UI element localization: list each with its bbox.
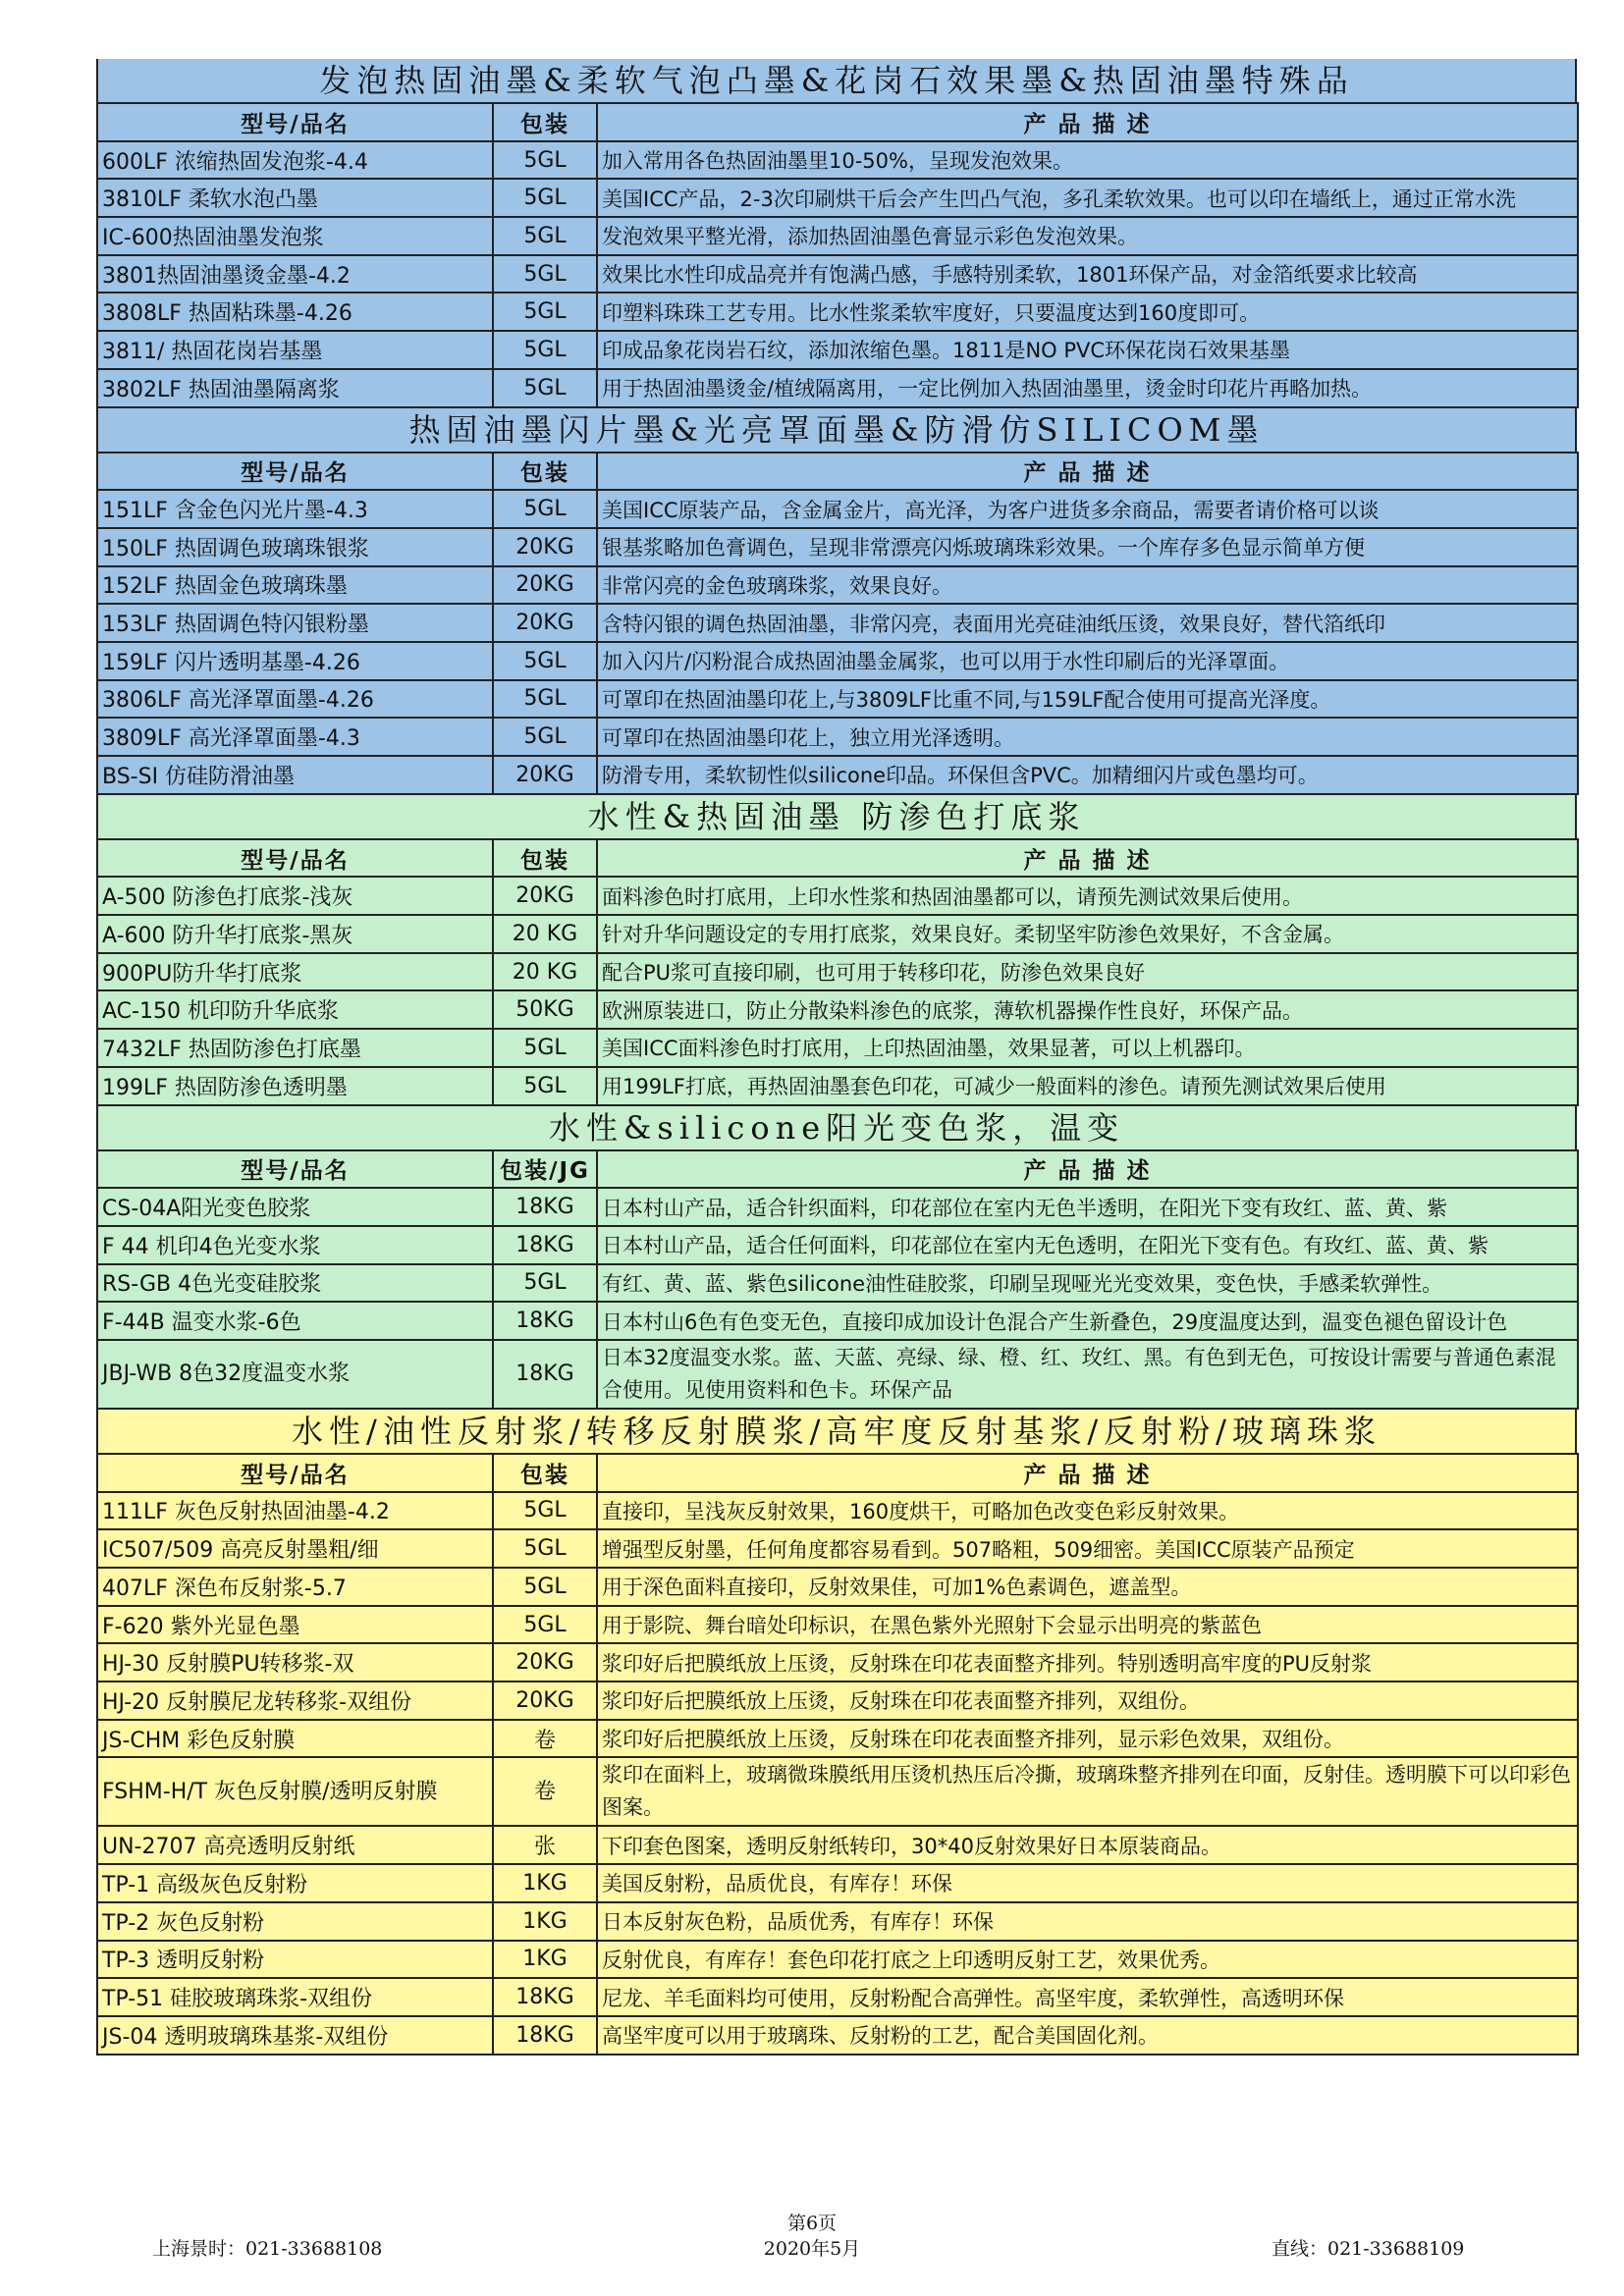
section-title: 热固油墨闪片墨&光亮罩面墨&防滑仿SILICOM墨 xyxy=(96,408,1577,452)
table-row xyxy=(97,141,1578,180)
product-name-cell: IC507/509 高亮反射墨粗/细 xyxy=(97,1529,493,1568)
table-row xyxy=(97,756,1578,794)
table-row xyxy=(97,1568,1578,1606)
package-cell: 18KG xyxy=(493,1226,597,1264)
page-number: 第6页 xyxy=(786,2213,838,2234)
table-row xyxy=(97,1029,1578,1067)
package-cell: 20 KG xyxy=(493,953,597,991)
product-name-cell: IC-600热固油墨发泡浆 xyxy=(97,217,493,255)
product-name-cell: 3809LF 高光泽罩面墨-4.3 xyxy=(97,718,493,756)
package-header: 包装 xyxy=(493,839,597,878)
table-header-row xyxy=(97,839,1578,878)
package-cell: 5GL xyxy=(493,1067,597,1105)
product-name-cell: TP-51 硅胶玻璃珠浆-双组份 xyxy=(97,1978,493,2016)
package-cell: 5GL xyxy=(493,1568,597,1606)
table-row xyxy=(97,1606,1578,1644)
package-cell: 20KG xyxy=(493,877,597,915)
table-header-row xyxy=(97,103,1578,141)
description-cell: 日本村山产品，适合任何面料，印花部位在室内无色透明，在阳光下变有色。有玫红、蓝、黄、紫 xyxy=(597,1226,1578,1264)
table-row xyxy=(97,1720,1578,1758)
package-cell: 卷 xyxy=(493,1720,597,1758)
description-cell: 增强型反射墨，任何角度都容易看到。507略粗，509细密。美国ICC原装产品预定 xyxy=(597,1529,1578,1568)
description-header: 产 品 描 述 xyxy=(597,839,1578,878)
product-table xyxy=(96,1453,1579,2056)
product-name-cell: 3808LF 热固粘珠墨-4.26 xyxy=(97,293,493,331)
product-section xyxy=(96,1410,1577,2056)
package-cell: 5GL xyxy=(493,255,597,294)
product-name-cell: 152LF 热固金色玻璃珠墨 xyxy=(97,566,493,605)
package-cell: 20KG xyxy=(493,1682,597,1720)
table-row xyxy=(97,1529,1578,1568)
table-row xyxy=(97,1978,1578,2016)
product-name-cell: 3801热固油墨烫金墨-4.2 xyxy=(97,255,493,294)
description-cell: 银基浆略加色膏调色，呈现非常漂亮闪烁玻璃珠彩效果。一个库存多色显示简单方便 xyxy=(597,528,1578,566)
table-row xyxy=(97,1757,1578,1826)
description-cell: 用199LF打底，再热固油墨套色印花，可减少一般面料的渗色。请预先测试效果后使用 xyxy=(597,1067,1578,1105)
table-row xyxy=(97,680,1578,719)
table-row xyxy=(97,1864,1578,1902)
product-name-cell: F-44B 温变水浆-6色 xyxy=(97,1302,493,1340)
package-cell: 20KG xyxy=(493,528,597,566)
section-title: 水性&silicone阳光变色浆，温变 xyxy=(96,1106,1577,1149)
table-row xyxy=(97,953,1578,991)
product-name-cell: TP-2 灰色反射粉 xyxy=(97,1902,493,1941)
table-row xyxy=(97,915,1578,953)
product-name-cell: 3806LF 高光泽罩面墨-4.26 xyxy=(97,680,493,719)
package-cell: 18KG xyxy=(493,1302,597,1340)
description-header: 产 品 描 述 xyxy=(597,453,1578,491)
product-table xyxy=(96,452,1579,795)
package-cell: 50KG xyxy=(493,990,597,1029)
package-cell: 5GL xyxy=(493,331,597,369)
table-row xyxy=(97,179,1578,217)
package-cell: 5GL xyxy=(493,293,597,331)
product-table xyxy=(96,102,1579,408)
description-cell: 可罩印在热固油墨印花上,与3809LF比重不同,与159LF配合使用可提高光泽度。 xyxy=(597,680,1578,719)
description-cell: 日本反射灰色粉，品质优秀，有库存！环保 xyxy=(597,1902,1578,1941)
name-header: 型号/品名 xyxy=(97,103,493,141)
section-title: 水性/油性反射浆/转移反射膜浆/高牢度反射基浆/反射粉/玻璃珠浆 xyxy=(96,1410,1577,1453)
product-name-cell: JS-04 透明玻璃珠基浆-双组份 xyxy=(97,2016,493,2055)
product-name-cell: A-600 防升华打底浆-黑灰 xyxy=(97,915,493,953)
table-row xyxy=(97,255,1578,294)
product-name-cell: 199LF 热固防渗色透明墨 xyxy=(97,1067,493,1105)
product-name-cell: 151LF 含金色闪光片墨-4.3 xyxy=(97,490,493,528)
package-cell: 18KG xyxy=(493,2016,597,2055)
product-name-cell: CS-04A阳光变色胶浆 xyxy=(97,1188,493,1226)
description-cell: 防滑专用，柔软韧性似silicone印品。环保但含PVC。加精细闪片或色墨均可。 xyxy=(597,756,1578,794)
product-section xyxy=(96,408,1577,795)
product-name-cell: A-500 防渗色打底浆-浅灰 xyxy=(97,877,493,915)
footer-date: 2020年5月 xyxy=(763,2238,861,2260)
description-cell: 针对升华问题设定的专用打底浆，效果良好。柔韧坚牢防渗色效果好，不含金属。 xyxy=(597,915,1578,953)
product-name-cell: 900PU防升华打底浆 xyxy=(97,953,493,991)
table-header-row xyxy=(97,453,1578,491)
package-cell: 5GL xyxy=(493,1264,597,1303)
table-row xyxy=(97,1226,1578,1264)
table-row xyxy=(97,490,1578,528)
table-row xyxy=(97,1826,1578,1864)
package-header: 包装 xyxy=(493,1454,597,1492)
product-section xyxy=(96,1106,1577,1410)
description-cell: 配合PU浆可直接印刷，也可用于转移印花，防渗色效果良好 xyxy=(597,953,1578,991)
table-row xyxy=(97,1643,1578,1682)
package-cell: 1KG xyxy=(493,1902,597,1941)
table-row xyxy=(97,1264,1578,1303)
product-name-cell: TP-1 高级灰色反射粉 xyxy=(97,1864,493,1902)
table-row xyxy=(97,604,1578,642)
description-cell: 美国反射粉，品质优良，有库存！环保 xyxy=(597,1864,1578,1902)
package-cell: 5GL xyxy=(493,490,597,528)
table-row xyxy=(97,642,1578,680)
package-cell: 20 KG xyxy=(493,915,597,953)
product-name-cell: AC-150 机印防升华底浆 xyxy=(97,990,493,1029)
table-row xyxy=(97,1188,1578,1226)
package-cell: 卷 xyxy=(493,1757,597,1826)
description-cell: 非常闪亮的金色玻璃珠浆，效果良好。 xyxy=(597,566,1578,605)
product-name-cell: 600LF 浓缩热固发泡浆-4.4 xyxy=(97,141,493,180)
package-cell: 5GL xyxy=(493,1606,597,1644)
description-cell: 用于热固油墨烫金/植绒隔离用，一定比例加入热固油墨里，烫金时印花片再略加热。 xyxy=(597,369,1578,407)
package-cell: 5GL xyxy=(493,369,597,407)
package-cell: 5GL xyxy=(493,1029,597,1067)
product-table xyxy=(96,838,1579,1106)
table-row xyxy=(97,877,1578,915)
package-cell: 18KG xyxy=(493,1188,597,1226)
description-cell: 浆印好后把膜纸放上压烫，反射珠在印花表面整齐排列，显示彩色效果，双组份。 xyxy=(597,1720,1578,1758)
name-header: 型号/品名 xyxy=(97,453,493,491)
description-header: 产 品 描 述 xyxy=(597,1454,1578,1492)
package-cell: 20KG xyxy=(493,756,597,794)
name-header: 型号/品名 xyxy=(97,1454,493,1492)
product-name-cell: 153LF 热固调色特闪银粉墨 xyxy=(97,604,493,642)
product-name-cell: HJ-30 反射膜PU转移浆-双 xyxy=(97,1643,493,1682)
table-row xyxy=(97,528,1578,566)
table-row xyxy=(97,2016,1578,2055)
description-cell: 加入常用各色热固油墨里10-50%，呈现发泡效果。 xyxy=(597,141,1578,180)
description-cell: 美国ICC面料渗色时打底用，上印热固油墨，效果显著，可以上机器印。 xyxy=(597,1029,1578,1067)
description-cell: 直接印，呈浅灰反射效果，160度烘干，可略加色改变色彩反射效果。 xyxy=(597,1492,1578,1530)
table-row xyxy=(97,1340,1578,1409)
description-cell: 日本村山6色有色变无色，直接印成加设计色混合产生新叠色，29度温度达到，温变色褪色留设计色 xyxy=(597,1302,1578,1340)
description-cell: 可罩印在热固油墨印花上，独立用光泽透明。 xyxy=(597,718,1578,756)
description-cell: 浆印在面料上，玻璃微珠膜纸用压烫机热压后冷撕，玻璃珠整齐排列在印面，反射佳。透明膜下可以印彩色图案。 xyxy=(597,1757,1578,1826)
package-cell: 20KG xyxy=(493,604,597,642)
package-cell: 5GL xyxy=(493,1529,597,1568)
name-header: 型号/品名 xyxy=(97,1150,493,1189)
table-row xyxy=(97,369,1578,407)
package-cell: 18KG xyxy=(493,1978,597,2016)
table-row xyxy=(97,1682,1578,1720)
product-name-cell: 150LF 热固调色玻璃珠银浆 xyxy=(97,528,493,566)
table-row xyxy=(97,1902,1578,1941)
product-name-cell: TP-3 透明反射粉 xyxy=(97,1941,493,1979)
footer-direct-line: 直线：021-33688109 xyxy=(1272,2238,1465,2260)
table-header-row xyxy=(97,1454,1578,1492)
description-cell: 有红、黄、蓝、紫色silicone油性硅胶浆，印刷呈现哑光光变效果，变色快，手感柔软弹性。 xyxy=(597,1264,1578,1303)
table-row xyxy=(97,566,1578,605)
table-row xyxy=(97,293,1578,331)
product-section xyxy=(96,795,1577,1106)
product-name-cell: F-620 紫外光显色墨 xyxy=(97,1606,493,1644)
description-cell: 印塑料珠珠工艺专用。比水性浆柔软牢度好，只要温度达到160度即可。 xyxy=(597,293,1578,331)
product-name-cell: FSHM-H/T 灰色反射膜/透明反射膜 xyxy=(97,1757,493,1826)
product-name-cell: 3811/ 热固花岗岩基墨 xyxy=(97,331,493,369)
package-cell: 张 xyxy=(493,1826,597,1864)
package-cell: 5GL xyxy=(493,1492,597,1530)
description-cell: 美国ICC原装产品，含金属金片，高光泽，为客户进货多余商品，需要者请价格可以谈 xyxy=(597,490,1578,528)
product-name-cell: JBJ-WB 8色32度温变水浆 xyxy=(97,1340,493,1409)
description-cell: 加入闪片/闪粉混合成热固油墨金属浆，也可以用于水性印刷后的光泽罩面。 xyxy=(597,642,1578,680)
package-cell: 1KG xyxy=(493,1941,597,1979)
description-cell: 高坚牢度可以用于玻璃珠、反射粉的工艺，配合美国固化剂。 xyxy=(597,2016,1578,2055)
product-name-cell: UN-2707 高亮透明反射纸 xyxy=(97,1826,493,1864)
description-cell: 日本32度温变水浆。蓝、天蓝、亮绿、绿、橙、红、玫红、黑。有色到无色，可按设计需要与普通色素混合使用。见使用资料和色卡。环保产品 xyxy=(597,1340,1578,1409)
description-cell: 尼龙、羊毛面料均可使用，反射粉配合高弹性。高坚牢度，柔软弹性，高透明环保 xyxy=(597,1978,1578,2016)
package-header: 包装 xyxy=(493,103,597,141)
description-cell: 日本村山产品，适合针织面料，印花部位在室内无色半透明，在阳光下变有玫红、蓝、黄、紫 xyxy=(597,1188,1578,1226)
package-cell: 5GL xyxy=(493,680,597,719)
product-name-cell: 3810LF 柔软水泡凸墨 xyxy=(97,179,493,217)
package-cell: 5GL xyxy=(493,141,597,180)
package-cell: 5GL xyxy=(493,217,597,255)
package-cell: 5GL xyxy=(493,718,597,756)
product-name-cell: F 44 机印4色光变水浆 xyxy=(97,1226,493,1264)
table-row xyxy=(97,1302,1578,1340)
section-title: 水性&热固油墨 防渗色打底浆 xyxy=(96,795,1577,838)
package-cell: 20KG xyxy=(493,1643,597,1682)
package-cell: 1KG xyxy=(493,1864,597,1902)
product-section xyxy=(96,59,1577,408)
description-cell: 欧洲原装进口，防止分散染料渗色的底浆，薄软机器操作性良好，环保产品。 xyxy=(597,990,1578,1029)
description-cell: 浆印好后把膜纸放上压烫，反射珠在印花表面整齐排列，双组份。 xyxy=(597,1682,1578,1720)
description-cell: 用于深色面料直接印，反射效果佳，可加1%色素调色，遮盖型。 xyxy=(597,1568,1578,1606)
package-cell: 20KG xyxy=(493,566,597,605)
table-row xyxy=(97,331,1578,369)
description-cell: 效果比水性印成品亮并有饱满凸感，手感特别柔软，1801环保产品，对金箔纸要求比较高 xyxy=(597,255,1578,294)
product-name-cell: JS-CHM 彩色反射膜 xyxy=(97,1720,493,1758)
section-title: 发泡热固油墨&柔软气泡凸墨&花岗石效果墨&热固油墨特殊品 xyxy=(96,59,1577,102)
product-name-cell: RS-GB 4色光变硅胶浆 xyxy=(97,1264,493,1303)
description-cell: 含特闪银的调色热固油墨，非常闪亮，表面用光亮硅油纸压烫，效果良好，替代箔纸印 xyxy=(597,604,1578,642)
table-row xyxy=(97,990,1578,1029)
description-header: 产 品 描 述 xyxy=(597,1150,1578,1189)
product-table xyxy=(96,1149,1579,1410)
footer-company-phone: 上海景时：021-33688108 xyxy=(152,2238,383,2260)
description-cell: 下印套色图案，透明反射纸转印，30*40反射效果好日本原装商品。 xyxy=(597,1826,1578,1864)
product-name-cell: 3802LF 热固油墨隔离浆 xyxy=(97,369,493,407)
product-name-cell: BS-SI 仿硅防滑油墨 xyxy=(97,756,493,794)
package-header: 包装/JG xyxy=(493,1150,597,1189)
description-cell: 面料渗色时打底用，上印水性浆和热固油墨都可以，请预先测试效果后使用。 xyxy=(597,877,1578,915)
table-row xyxy=(97,1941,1578,1979)
table-header-row xyxy=(97,1150,1578,1189)
product-name-cell: 7432LF 热固防渗色打底墨 xyxy=(97,1029,493,1067)
table-row xyxy=(97,1492,1578,1530)
table-row xyxy=(97,718,1578,756)
table-row xyxy=(97,217,1578,255)
package-cell: 5GL xyxy=(493,179,597,217)
name-header: 型号/品名 xyxy=(97,839,493,878)
price-sheet xyxy=(96,59,1577,2056)
product-name-cell: 407LF 深色布反射浆-5.7 xyxy=(97,1568,493,1606)
package-cell: 5GL xyxy=(493,642,597,680)
product-name-cell: HJ-20 反射膜尼龙转移浆-双组份 xyxy=(97,1682,493,1720)
description-cell: 用于影院、舞台暗处印标识，在黑色紫外光照射下会显示出明亮的紫蓝色 xyxy=(597,1606,1578,1644)
description-cell: 印成品象花岗岩石纹，添加浓缩色墨。1811是NO PVC环保花岗石效果基墨 xyxy=(597,331,1578,369)
description-cell: 反射优良，有库存！套色印花打底之上印透明反射工艺，效果优秀。 xyxy=(597,1941,1578,1979)
product-name-cell: 111LF 灰色反射热固油墨-4.2 xyxy=(97,1492,493,1530)
description-cell: 美国ICC产品，2-3次印刷烘干后会产生凹凸气泡，多孔柔软效果。也可以印在墙纸上，通过正常水洗 xyxy=(597,179,1578,217)
package-cell: 18KG xyxy=(493,1340,597,1409)
table-row xyxy=(97,1067,1578,1105)
description-cell: 浆印好后把膜纸放上压烫，反射珠在印花表面整齐排列。特别透明高牢度的PU反射浆 xyxy=(597,1643,1578,1682)
description-cell: 发泡效果平整光滑，添加热固油墨色膏显示彩色发泡效果。 xyxy=(597,217,1578,255)
description-header: 产 品 描 述 xyxy=(597,103,1578,141)
package-header: 包装 xyxy=(493,453,597,491)
product-name-cell: 159LF 闪片透明基墨-4.26 xyxy=(97,642,493,680)
